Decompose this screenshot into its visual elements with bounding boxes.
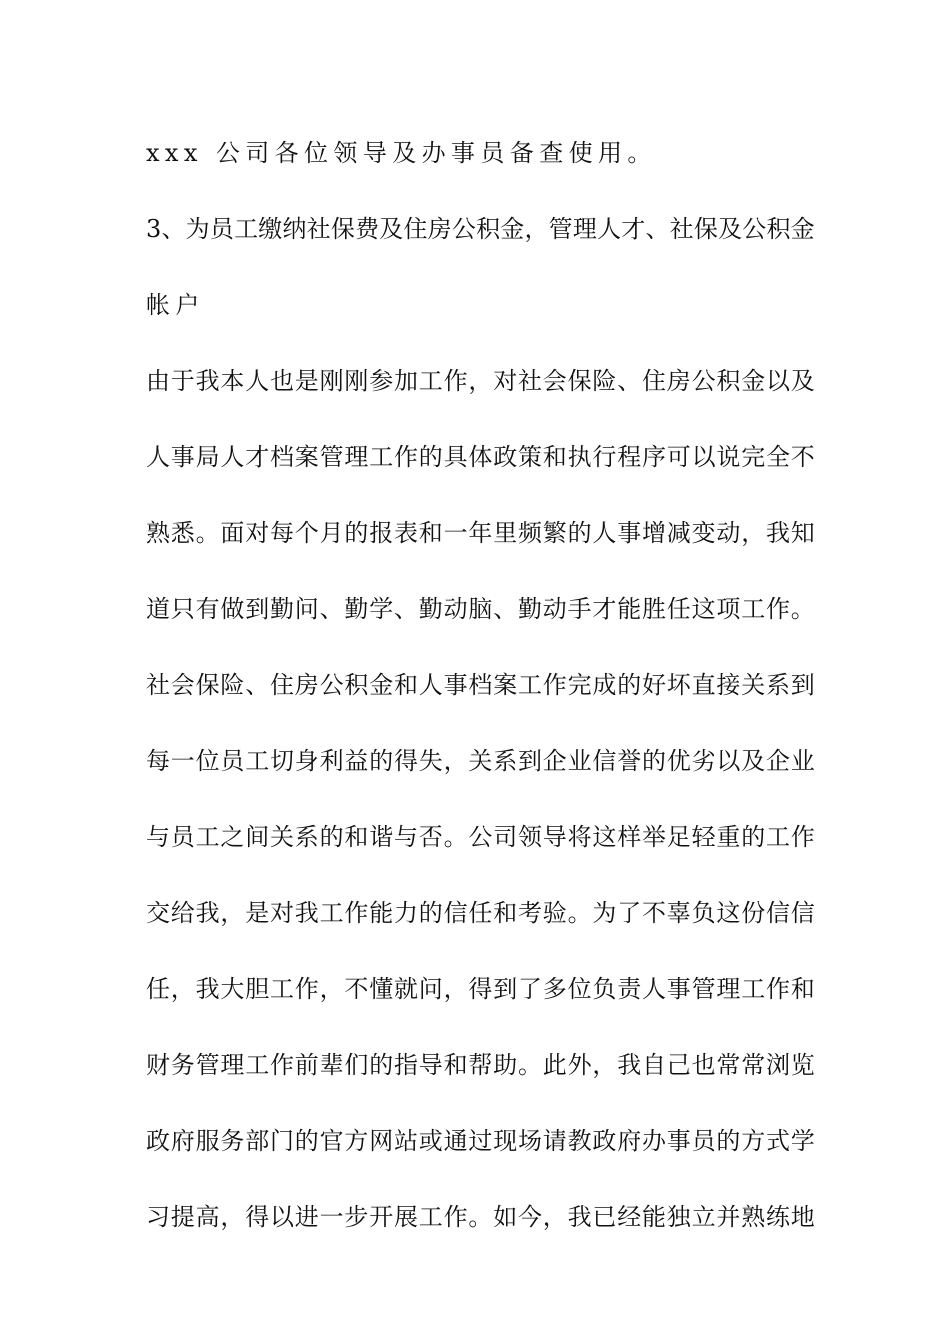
text-line: 习提高，得以进一步开展工作。如今，我已经能独立并熟练地 [146,1203,816,1231]
text-line: 由于我本人也是刚刚参加工作，对社会保险、住房公积金以及 [146,367,816,395]
text-line: 政府服务部门的官方网站或通过现场请教政府办事员的方式学 [146,1127,816,1155]
text-line: 人事局人才档案管理工作的具体政策和执行程序可以说完全不 [146,443,816,471]
text-line: 交给我，是对我工作能力的信任和考验。为了不辜负这份信信 [146,899,816,927]
text-line: 社会保险、住房公积金和人事档案工作完成的好坏直接关系到 [146,671,816,699]
text-line: 每一位员工切身利益的得失，关系到企业信誉的优劣以及企业 [146,747,816,775]
text-line: 任，我大胆工作，不懂就问，得到了多位负责人事管理工作和 [146,975,816,1003]
text-line: 道只有做到勤问、勤学、勤动脑、勤动手才能胜任这项工作。 [146,595,816,623]
text-line: xxx 公司各位领导及办事员备查使用。 [146,139,657,167]
text-line: 熟悉。面对每个月的报表和一年里频繁的人事增减变动，我知 [146,519,816,547]
text-line: 帐户 [146,291,205,319]
text-line: 与员工之间关系的和谐与否。公司领导将这样举足轻重的工作 [146,823,816,851]
text-line: 财务管理工作前辈们的指导和帮助。此外，我自己也常常浏览 [146,1051,816,1079]
text-line: 3、为员工缴纳社保费及住房公积金，管理人才、社保及公积金 [146,215,815,243]
document-body [146,131,816,1271]
